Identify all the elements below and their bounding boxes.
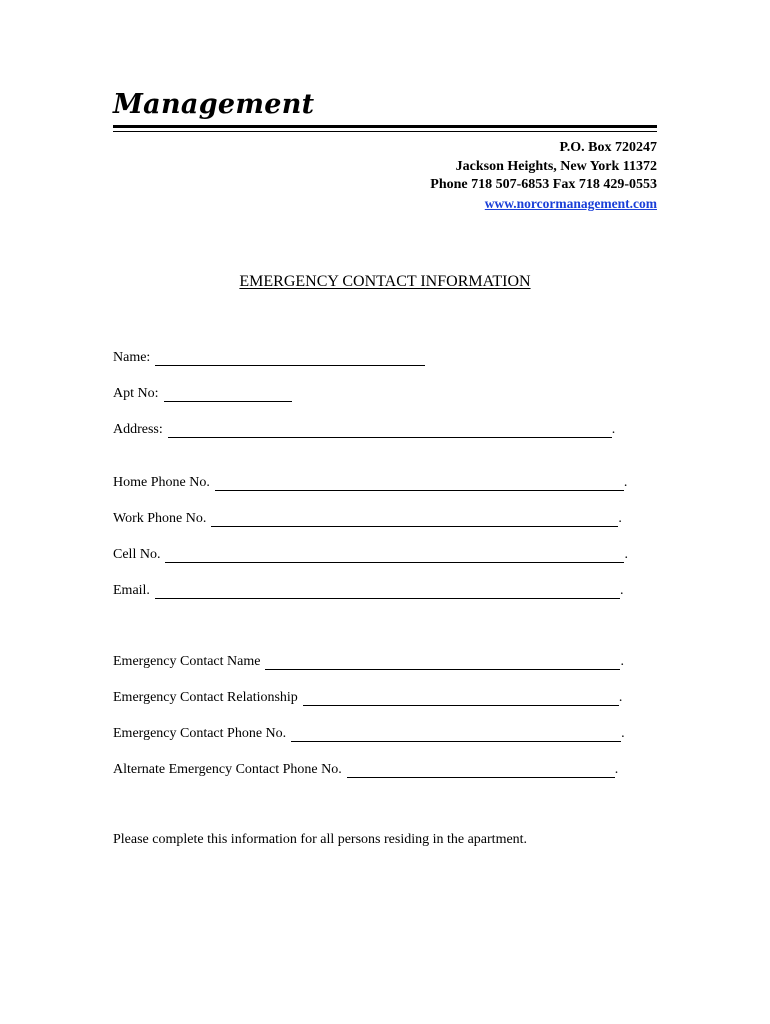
email-input-line[interactable]: [155, 585, 620, 599]
name-field-row: [113, 350, 425, 366]
footer-instruction: Please complete this information for all persons residing in the apartment.: [113, 832, 528, 847]
home-phone-input-line[interactable]: [215, 477, 624, 491]
po-box-line: P.O. Box 720247: [559, 140, 657, 155]
ec-relationship-label: Emergency Contact Relationship: [113, 690, 298, 705]
ec-phone-input-line[interactable]: [291, 728, 621, 742]
name-input-line[interactable]: [155, 352, 425, 366]
address-input-line[interactable]: [168, 424, 612, 438]
apt-no-label: Apt No:: [113, 386, 159, 401]
ec-name-end-mark: .: [620, 654, 624, 669]
email-end-mark: .: [619, 583, 624, 598]
address-field-row: [113, 422, 615, 438]
header-rule-thin: [113, 131, 657, 132]
home-phone-end-mark: .: [623, 475, 628, 490]
email-field-row: [113, 583, 623, 599]
alt-ec-phone-label: Alternate Emergency Contact Phone No.: [113, 762, 342, 777]
email-label: Email.: [113, 583, 150, 598]
work-phone-input-line[interactable]: [211, 513, 618, 527]
work-phone-field-row: [113, 511, 622, 527]
work-phone-end-mark: .: [618, 511, 622, 526]
apt-no-input-line[interactable]: [164, 388, 292, 402]
cell-input-line[interactable]: [165, 549, 624, 563]
name-label: Name:: [113, 350, 151, 365]
header-rule-thick: [113, 125, 657, 128]
ec-relationship-end-mark: .: [618, 690, 623, 705]
ec-phone-end-mark: .: [621, 726, 625, 741]
work-phone-label: Work Phone No.: [113, 511, 207, 526]
company-address-block: [430, 139, 657, 213]
alt-ec-phone-end-mark: .: [614, 762, 619, 777]
apt-no-field-row: [113, 386, 292, 402]
phone-fax-line: Phone 718 507-6853 Fax 718 429-0553: [430, 177, 657, 192]
cell-label: Cell No.: [113, 547, 161, 562]
ec-name-input-line[interactable]: [265, 656, 620, 670]
ec-relationship-field-row: [113, 690, 622, 706]
address-end-mark: .: [611, 422, 616, 437]
alt-ec-phone-field-row: [113, 762, 618, 778]
ec-phone-label: Emergency Contact Phone No.: [113, 726, 287, 741]
ec-phone-field-row: [113, 726, 625, 742]
ec-relationship-input-line[interactable]: [303, 692, 619, 706]
cell-field-row: [113, 547, 628, 563]
address-label: Address:: [113, 422, 163, 437]
ec-name-label: Emergency Contact Name: [113, 654, 261, 669]
ec-name-field-row: [113, 654, 624, 670]
cell-end-mark: .: [624, 547, 628, 562]
home-phone-label: Home Phone No.: [113, 475, 210, 490]
company-logo-text: Management: [113, 89, 315, 120]
form-title: EMERGENCY CONTACT INFORMATION: [239, 273, 531, 290]
home-phone-field-row: [113, 475, 627, 491]
alt-ec-phone-input-line[interactable]: [347, 764, 615, 778]
website-link[interactable]: www.norcormanagement.com: [484, 195, 657, 211]
city-line: Jackson Heights, New York 11372: [455, 158, 657, 174]
